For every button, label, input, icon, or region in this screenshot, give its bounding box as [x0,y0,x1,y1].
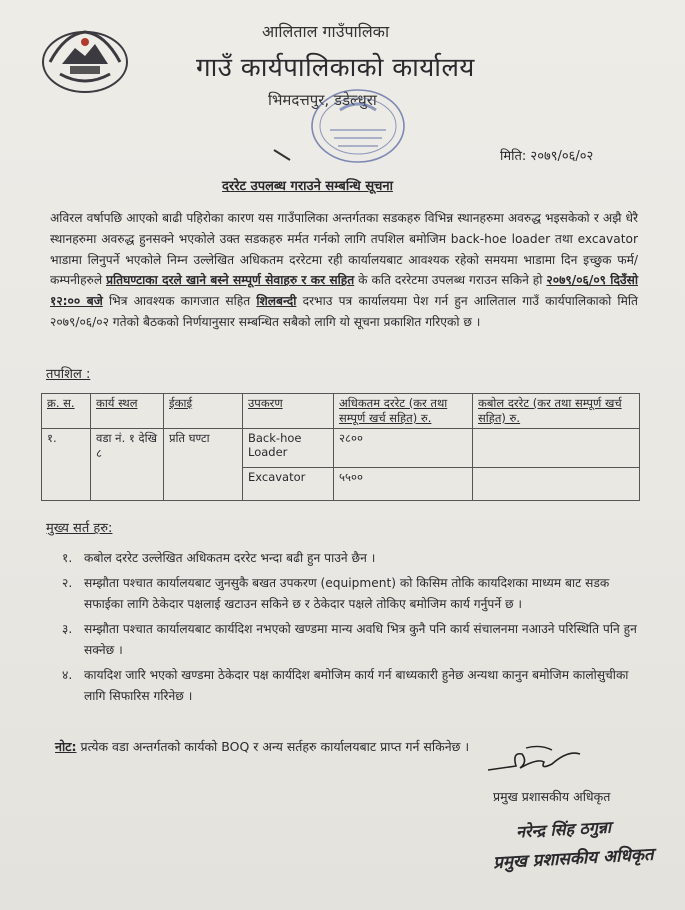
term-text: सम्झौता पश्चात कार्यालयबाट कार्यदिश नभएको खण्डमा मान्य अवधि भित्र कुनै पनि कार्य संचालनमा नआउने परिस्थिति पनि हुन सक्नेछ । [84,622,637,657]
note-text: प्रत्येक वडा अन्तर्गतको कार्यको BOQ र अन्य सर्तहरु कार्यालयबाट प्राप्त गर्न सकिनेछ । [76,739,470,754]
signatory-title: प्रमुख प्रशासकीय अधिकृत [493,789,611,804]
term-text: कायदिश जारि भएको खण्डमा ठेकेदार पक्ष कार्यदिश बमोजिम कार्य गर्न बाध्यकारी हुनेछ अन्यथा कानुन बमोजिम कालोसुचीका लागि सिफारिस गरिनेछ । [84,668,629,703]
cell-equipment: Excavator [243,468,334,501]
body-text-3: भित्र आवश्यक कागजात सहित [102,294,257,309]
cell-max-rate: ५५०० [334,468,473,501]
cell-bid-rate [473,429,640,468]
header-max-rate: अधिकतम दररेट (कर तथा सम्पूर्ण खर्च सहित) रु. [334,394,473,429]
cell-serial: १. [42,429,91,501]
nepal-emblem-icon [40,22,130,94]
header-serial: क्र. स. [42,394,91,429]
note-label: नोट: [55,739,77,754]
cell-bid-rate [473,468,640,501]
cell-max-rate: २८०० [334,429,473,468]
term-text: कबोल दररेट उल्लेखित अधिकतम दररेट भन्दा बढी हुन पाउने छैन । [84,551,376,565]
schedule-table [41,393,640,501]
signatory-name: नरेन्द्र सिंह ठगुन्ना [515,817,612,842]
office-address: भिमदत्तपुर, डडेल्धुरा [268,91,377,109]
sealed-text: शिलबन्दी [256,294,297,309]
term-text: सम्झौता पश्चात कार्यालयबाट जुनसुकै बखत उपकरण (equipment) को किसिम तोकि कायदिशका माध्यम बाट सडक सफाईका लागि ठेकेदार पक्षलाई खटाउन सकिने छ र ठेकेदार पक्षले तोकिए बमोजिम कार्य गर्नुपर्ने छ । [84,576,610,611]
notice-date: मिति: २०७९/०६/०२ [500,149,594,164]
pen-mark-icon [272,148,292,162]
body-text-2: के कति दररेटमा उपलब्ध गराउन सकिने हो [354,273,547,288]
cell-equipment: Back-hoe Loader [243,429,334,468]
header-site: कार्य स्थल [91,394,164,429]
body-text-1: अविरल वर्षापछि आएको बाढी पहिरोका कारण यस गाउँपालिका अन्तर्गतका सडकहरु विभिन्न स्थानहरुमा अवरुद्ध भइसकेको र अझै धेरै स्थानहरुमा अवरुद्ध हुनसक्ने भएकोले उक्त सडकहरु मर्मत गर्नको लागि तपशिल बमोजिम back-hoe loader तथा excavator भाडामा लिनुपर्ने भएकोले निम्न उल्लेखित अधिकतम दररेटमा रही कार्यालयबाट आवश्यक रहेको समयमा भाडामा दिन इच्छुक फर्म/कम्पनीहरुले [50,211,638,288]
office-stamp-icon [290,80,410,180]
table-row [42,429,640,468]
terms-label: मुख्य सर्त हरु: [46,521,113,536]
municipality-name: आलिताल गाउँपालिका [262,22,390,41]
cell-site: वडा नं. १ देखि ८ [91,429,164,501]
notice-body [50,208,638,333]
term-number: २. [62,576,73,590]
note [55,738,469,755]
list-item [58,573,643,615]
deadline-text: २०७९/०६/०९ दिउँसो १२:०० बजे [50,273,639,309]
signature-icon [482,740,592,780]
body-text-4: दरभाउ पत्र कार्यालयमा पेश गर्न हुन आलिताल गाउँ कार्यपालिकाको मिति २०७९/०६/०२ गतेको बैठकको निर्णयानुसार सम्बन्धित सबैको लागि यो सूचना प्रकाशित गरिएको छ । [50,294,638,329]
body-text-underlined: प्रतिघण्टाका दरले खाने बस्ने सम्पूर्ण सेवाहरु र कर सहित [106,273,355,288]
list-item [58,665,643,707]
terms-list [58,548,643,711]
cell-unit: प्रति घण्टा [164,429,243,501]
list-item [58,619,643,661]
table-header-row [42,394,640,429]
signatory-stamp-title: प्रमुख प्रशासकीय अधिकृत [492,844,655,874]
header-equipment: उपकरण [243,394,334,429]
term-number: ४. [62,668,73,682]
header-unit: ईकाई [164,394,243,429]
header-bid-rate: कबोल दररेट (कर तथा सम्पूर्ण खर्च सहित) रु. [473,394,640,429]
schedule-label: तपशिल : [46,367,91,382]
term-number: ३. [62,622,73,636]
office-name: गाउँ कार्यपालिकाको कार्यालय [196,53,475,83]
notice-subject: दररेट उपलब्ध गराउने सम्बन्धि सूचना [222,179,393,194]
term-number: १. [62,551,73,565]
list-item [58,548,643,569]
